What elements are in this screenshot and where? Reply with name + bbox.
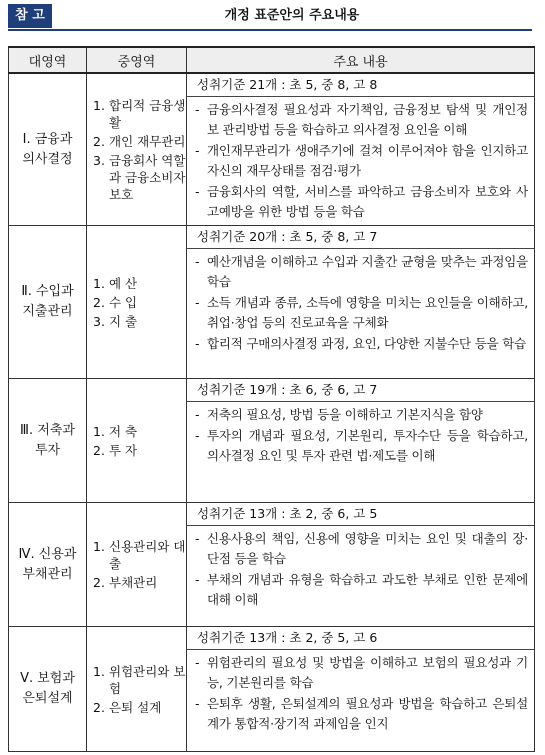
major-area-cell: Ⅰ. 금융과 의사결정 [9, 73, 87, 226]
achievement-criteria: 성취기준 13개 : 초 2, 중 6, 고 5 [187, 503, 534, 526]
content-point: - 위험관리의 필요성 및 방법을 이해하고 보험의 필요성과 기능, 기본원리를 학습 [195, 655, 528, 690]
mid-area-item: 1. 신용관리와 대출 [93, 539, 186, 571]
content-point: - 예산개념을 이해하고 수입과 지출간 균형을 맞추는 과정임을 학습 [195, 254, 528, 289]
content-point: - 부채의 개념과 유형을 학습하고 과도한 부채로 인한 문제에 대해 이해 [195, 572, 528, 607]
mid-area-item: 2. 수 입 [93, 294, 138, 310]
mid-area-item: 2. 은퇴 설계 [93, 699, 162, 715]
content-point: - 신용사용의 책임, 신용에 영향을 미치는 요인 및 대출의 장·단점 등을 학습 [195, 531, 528, 566]
main-content-cell [187, 379, 535, 503]
header-mid-area: 중영역 [87, 47, 187, 73]
mid-area-item: 1. 합리적 금융생활 [93, 97, 186, 130]
mid-area-item: 1. 위험관리와 보험 [93, 663, 186, 696]
mid-area-item: 1. 저 축 [93, 423, 138, 439]
mid-area-item: 3. 금융회사 역할과 금융소비자 보호 [93, 152, 186, 202]
mid-area-item: 2. 부채관리 [93, 575, 158, 590]
main-content-cell [187, 226, 535, 379]
mid-area-cell [87, 226, 187, 379]
content-point: - 합리적 구매의사결정 과정, 요인, 다양한 지불수단 등을 학습 [195, 336, 526, 351]
achievement-criteria: 성취기준 19개 : 초 6, 중 6, 고 7 [187, 379, 534, 402]
section-header [8, 4, 532, 30]
achievement-criteria: 성취기준 21개 : 초 5, 중 8, 고 8 [187, 74, 534, 97]
content-point: - 금융회사의 역할, 서비스를 파악하고 금융소비자 보호와 사고예방을 위한 방법 등을 학습 [195, 184, 528, 219]
main-content-cell [187, 503, 535, 627]
content-point: - 저축의 필요성, 방법 등을 이해하고 기본지식을 함양 [195, 407, 483, 422]
content-point: - 금융의사결정 필요성과 자기책임, 금융정보 탐색 및 개인정보 관리방법 등을 학습하고 의사결정 요인을 이해 [195, 102, 528, 137]
header-main-content: 주요 내용 [187, 47, 535, 73]
content-point: - 개인재무관리가 생애주기에 걸쳐 이루어져야 함을 인지하고 자신의 재무상태를 점검·평가 [195, 143, 528, 178]
page-title: 개정 표준안의 주요내용 [224, 8, 360, 23]
table-row [9, 503, 535, 627]
table-header-row [9, 47, 535, 73]
content-point: - 은퇴후 생활, 은퇴설계의 필요성과 방법을 학습하고 은퇴설계가 통합적·장기적 과제임을 인지 [195, 696, 528, 731]
mid-area-item: 3. 지 출 [93, 313, 138, 329]
major-area-cell: Ⅴ. 보험과 은퇴설계 [9, 627, 87, 752]
mid-area-cell [87, 503, 187, 627]
content-point: - 소득 개념과 종류, 소득에 영향을 미치는 요인들을 이해하고, 취업·창업 등의 진로교육을 구체화 [195, 295, 528, 330]
mid-area-item: 1. 예 산 [93, 275, 138, 291]
main-content-cell [187, 627, 535, 752]
content-point: - 투자의 개념과 필요성, 기본원리, 투자수단 등을 학습하고, 의사결정 요인 및 투자 관련 법·제도를 이해 [195, 428, 528, 463]
table-row [9, 627, 535, 752]
title-underline [8, 29, 532, 31]
mid-area-cell [87, 73, 187, 226]
reference-tag: 참 고 [8, 4, 52, 28]
major-area-cell: Ⅲ. 저축과 투자 [9, 379, 87, 503]
table-row [9, 73, 535, 226]
mid-area-cell [87, 627, 187, 752]
standards-table [8, 46, 535, 752]
major-area-cell: Ⅱ. 수입과 지출관리 [9, 226, 87, 379]
main-content-cell [187, 73, 535, 226]
mid-area-cell [87, 379, 187, 503]
table-row [9, 379, 535, 503]
mid-area-item: 2. 투 자 [93, 442, 138, 458]
header-major-area: 대영역 [9, 47, 87, 73]
achievement-criteria: 성취기준 20개 : 초 5, 중 8, 고 7 [187, 226, 534, 249]
mid-area-item: 2. 개인 재무관리 [93, 133, 186, 149]
achievement-criteria: 성취기준 13개 : 초 2, 중 5, 고 6 [187, 627, 534, 650]
table-row [9, 226, 535, 379]
major-area-cell: Ⅳ. 신용과 부채관리 [9, 503, 87, 627]
